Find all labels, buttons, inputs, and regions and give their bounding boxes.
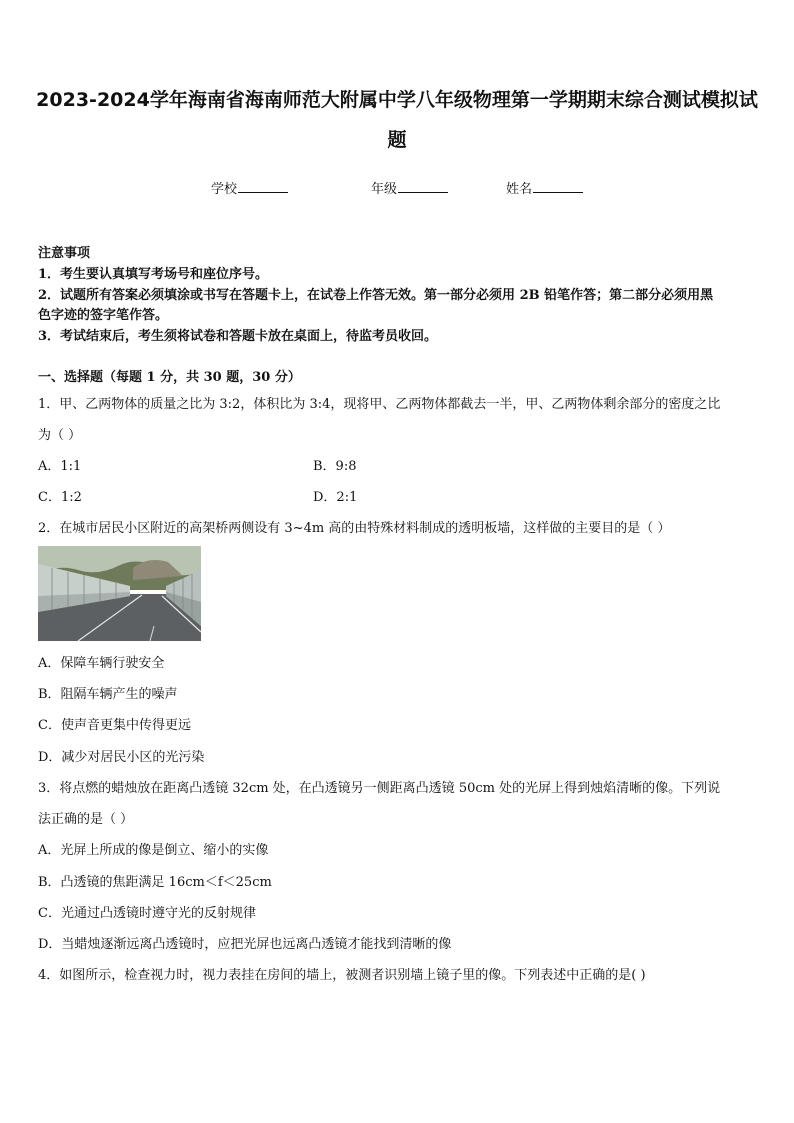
q4-stem: 4．如图所示，检查视力时，视力表挂在房间的墙上，被测者识别墙上镜子里的像。下列表述中正确的是( ) — [38, 968, 646, 983]
q3-option-d: D．当蜡烛逐渐远离凸透镜时，应把光屏也远离凸透镜才能找到清晰的像 — [38, 937, 452, 952]
note-item-2-cont: 色字迹的签字笔作答。 — [38, 308, 169, 323]
school-label: 学校 — [211, 182, 238, 197]
q3-option-a: A．光屏上所成的像是倒立、缩小的实像 — [38, 843, 269, 858]
q2-option-b: B．阻隔车辆产生的噪声 — [38, 687, 178, 702]
q1-option-c: C．1:2 — [38, 490, 82, 505]
note-item-2: 2．试题所有答案必须填涂或书写在答题卡上，在试卷上作答无效。第一部分必须用 2B 铅笔作答；第二部分必须用黑 — [38, 288, 714, 303]
q1-option-b: B．9:8 — [313, 459, 357, 474]
q1-stem-line1: 1．甲、乙两物体的质量之比为 3:2，体积比为 3:4，现将甲、乙两物体都截去一半，甲、乙两物体剩余部分的密度之比 — [38, 397, 721, 412]
q3-option-c: C．光通过凸透镜时遵守光的反射规律 — [38, 906, 256, 921]
name-label: 姓名 — [506, 182, 533, 197]
note-item-3: 3．考试结束后，考生须将试卷和答题卡放在桌面上，待监考员收回。 — [38, 329, 438, 344]
q2-option-c: C．使声音更集中传得更远 — [38, 718, 191, 733]
q2-stem: 2．在城市居民小区附近的高架桥两侧设有 3~4m 高的由特殊材料制成的透明板墙，这样做的主要目的是（ ） — [38, 521, 671, 536]
q3-option-b: B．凸透镜的焦距满足 16cm＜f＜25cm — [38, 875, 272, 890]
q2-option-a: A．保障车辆行驶安全 — [38, 656, 165, 671]
q3-stem-line1: 3．将点燃的蜡烛放在距离凸透镜 32cm 处，在凸透镜另一侧距离凸透镜 50cm 处的光屏上得到烛焰清晰的像。下列说 — [38, 781, 721, 796]
q1-stem-line2: 为（ ） — [38, 428, 82, 443]
school-blank — [238, 180, 288, 193]
grade-label: 年级 — [371, 182, 398, 197]
note-item-1: 1．考生要认真填写考场号和座位序号。 — [38, 267, 269, 282]
name-blank — [533, 180, 583, 193]
school-field — [211, 180, 288, 199]
document-title-line2: 题 — [387, 129, 407, 151]
document-title-line1: 2023-2024学年海南省海南师范大附属中学八年级物理第一学期期末综合测试模拟试 — [36, 89, 758, 111]
q1-option-a: A．1:1 — [38, 459, 82, 474]
q3-stem-line2: 法正确的是（ ） — [38, 812, 134, 827]
notes-heading: 注意事项 — [38, 246, 91, 261]
q2-option-d: D．减少对居民小区的光污染 — [38, 750, 205, 765]
grade-blank — [398, 180, 448, 193]
grade-field — [371, 180, 448, 199]
section-heading: 一、选择题（每题 1 分，共 30 题，30 分） — [38, 370, 301, 385]
overpass-sound-barrier-photo — [38, 546, 201, 641]
q1-option-d: D．2:1 — [313, 490, 358, 505]
name-field — [506, 180, 583, 199]
